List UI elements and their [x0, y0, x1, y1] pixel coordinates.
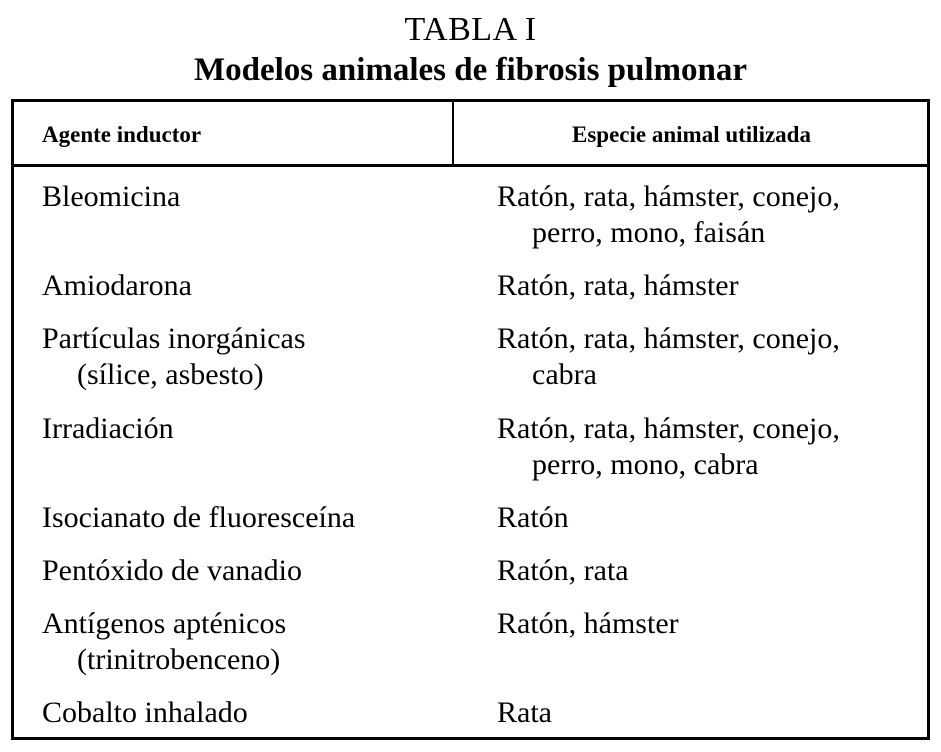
species-cell — [497, 500, 917, 536]
agent-line: Amiodarona — [42, 269, 192, 302]
species-line: Ratón, rata, hámster, conejo, — [497, 180, 840, 213]
species-cell — [497, 411, 917, 483]
agent-line: Isocianato de fluoresceína — [42, 501, 356, 534]
header-agent: Agente inductor — [42, 122, 202, 147]
agent-cell — [42, 411, 462, 447]
agent-line: Partículas inorgánicas — [42, 322, 306, 355]
agent-line: (sílice, asbesto) — [77, 358, 264, 391]
table-number: TABLA I — [404, 11, 537, 48]
species-line: cabra — [532, 358, 597, 391]
species-line: Ratón, rata, hámster, conejo, — [497, 412, 840, 445]
header-divider — [11, 164, 930, 167]
agent-line: Pentóxido de vanadio — [42, 554, 302, 587]
table-caption: Modelos animales de fibrosis pulmonar — [193, 52, 748, 88]
agent-cell — [42, 179, 462, 215]
agent-line: Bleomicina — [42, 180, 181, 213]
species-line: Ratón, rata — [497, 554, 629, 587]
species-line: perro, mono, cabra — [532, 448, 759, 481]
agent-cell — [42, 695, 462, 731]
species-cell — [497, 268, 917, 304]
agent-cell — [42, 321, 462, 393]
header-species: Especie animal utilizada — [572, 122, 811, 147]
species-cell — [497, 553, 917, 589]
agent-cell — [42, 553, 462, 589]
species-line: Rata — [497, 696, 552, 729]
agent-cell — [42, 500, 462, 536]
agent-cell — [42, 606, 462, 678]
agent-line: Antígenos apténicos — [42, 607, 287, 640]
species-line: perro, mono, faisán — [532, 216, 766, 249]
agent-line: (trinitrobenceno) — [77, 643, 281, 676]
agent-line: Cobalto inhalado — [42, 696, 248, 729]
agent-line: Irradiación — [42, 412, 174, 445]
species-line: Ratón, rata, hámster, conejo, — [497, 322, 840, 355]
species-cell — [497, 321, 917, 393]
species-cell — [497, 179, 917, 251]
species-line: Ratón, hámster — [497, 607, 679, 640]
species-line: Ratón, rata, hámster — [497, 269, 739, 302]
species-cell — [497, 606, 917, 642]
agent-cell — [42, 268, 462, 304]
species-line: Ratón — [497, 501, 569, 534]
species-cell — [497, 695, 917, 731]
